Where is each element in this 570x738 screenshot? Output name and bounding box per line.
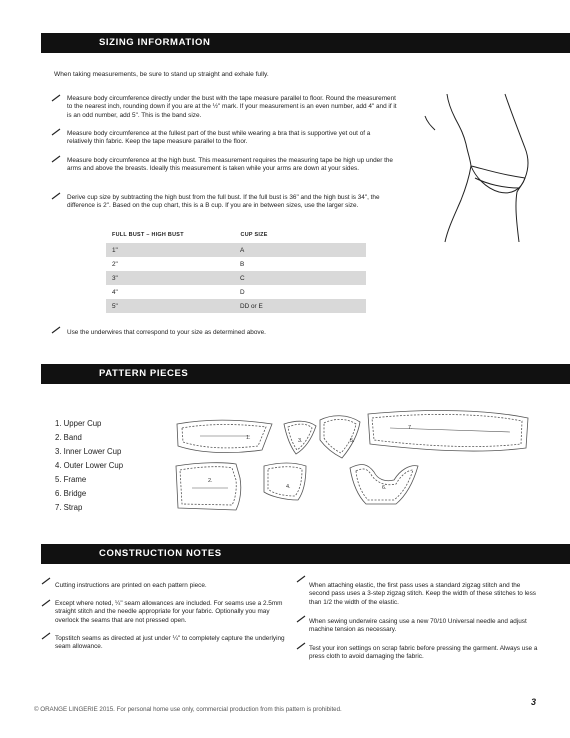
list-item: 7. Strap bbox=[55, 503, 83, 512]
sizing-intro: When taking measurements, be sure to stand up straight and exhale fully. bbox=[54, 71, 269, 78]
pencil-tick-icon bbox=[296, 642, 306, 650]
pattern-section-header: PATTERN PIECES bbox=[41, 364, 570, 384]
pattern-piece-label: 3. bbox=[298, 438, 303, 444]
pattern-piece-label: 5. bbox=[350, 438, 355, 444]
table-cell: 4" bbox=[112, 288, 118, 296]
construction-section-header: CONSTRUCTION NOTES bbox=[41, 544, 570, 564]
table-cell: D bbox=[240, 288, 245, 296]
pencil-tick-icon bbox=[51, 128, 61, 136]
page-number: 3 bbox=[531, 697, 537, 707]
table-cell: A bbox=[234, 243, 366, 257]
pencil-tick-icon bbox=[51, 155, 61, 163]
table-cell: DD or E bbox=[234, 299, 366, 313]
pattern-piece-label: 4. bbox=[286, 484, 291, 490]
sizing-step-band: Measure body circumference directly under the bust with the tape measure parallel to floor. Round the measurement to the nearest inch, rounding down if you are at the ½" mark. If your measurement is an even number, add 4" and if it is an odd number, add 5". This is the band size. bbox=[67, 95, 397, 119]
list-item: 1. Upper Cup bbox=[55, 419, 102, 428]
body-silhouette-illustration bbox=[415, 92, 535, 247]
cup-size-table bbox=[106, 229, 366, 313]
pattern-pieces-diagram bbox=[170, 404, 535, 514]
table-row bbox=[106, 285, 366, 299]
pattern-piece-list bbox=[55, 417, 123, 515]
table-cell: B bbox=[240, 260, 245, 268]
sizing-step-underwire: Use the underwires that correspond to your size as determined above. bbox=[67, 329, 266, 336]
pencil-tick-icon bbox=[41, 599, 51, 607]
table-cell: 2" bbox=[112, 260, 118, 268]
table-header-difference: FULL BUST – HIGH BUST bbox=[112, 232, 184, 238]
table-row bbox=[106, 243, 366, 257]
pencil-tick-icon bbox=[51, 94, 61, 102]
table-row bbox=[106, 257, 366, 271]
construction-note: When attaching elastic, the first pass uses a standard zigzag stitch and the second pass uses a 3-step zigzag stitch. Keep the width of these stitches to less than 1/2 the width of the elastic. bbox=[309, 582, 536, 606]
sizing-step-high-bust: Measure body circumference at the high bust. This measurement requires the measuring tape be high up under the arms and above the breasts. Ideally this measurement is taken while your arms are down at your sides. bbox=[67, 157, 393, 173]
pencil-tick-icon bbox=[296, 615, 306, 623]
table-header-cup-size: CUP SIZE bbox=[240, 232, 268, 238]
pencil-tick-icon bbox=[51, 192, 61, 200]
sizing-step-full-bust: Measure body circumference at the fullest part of the bust while wearing a bra that is supportive yet out of a relatively thin fabric. Keep the tape measure parallel to the floor. bbox=[67, 130, 371, 146]
list-item: 3. Inner Lower Cup bbox=[55, 447, 122, 456]
construction-note: Topstitch seams as directed at just under ¼" to completely capture the underlying seam allowance. bbox=[55, 635, 285, 651]
pencil-tick-icon bbox=[51, 326, 61, 334]
table-row bbox=[106, 271, 366, 285]
table-cell: 5" bbox=[106, 299, 234, 313]
pencil-tick-icon bbox=[41, 577, 51, 585]
copyright-footer: © ORANGE LINGERIE 2015. For personal home use only, commercial production from this pattern is prohibited. bbox=[34, 706, 342, 713]
sizing-section-header: SIZING INFORMATION bbox=[41, 33, 570, 53]
list-item: 5. Frame bbox=[55, 475, 87, 484]
pattern-piece-label: 2. bbox=[208, 478, 213, 484]
pattern-piece-label: 7. bbox=[408, 425, 413, 431]
construction-note: Test your iron settings on scrap fabric before pressing the garment. Always use a press cloth to avoid damaging the fabric. bbox=[309, 645, 538, 661]
list-item: 6. Bridge bbox=[55, 489, 87, 498]
construction-note: Cutting instructions are printed on each pattern piece. bbox=[55, 582, 207, 589]
pencil-tick-icon bbox=[296, 575, 306, 583]
table-cell: 1" bbox=[106, 243, 234, 257]
table-cell: 3" bbox=[106, 271, 234, 285]
list-item: 2. Band bbox=[55, 433, 82, 442]
pattern-piece-label: 1. bbox=[246, 435, 251, 441]
construction-note: When sewing underwire casing use a new 70/10 Universal needle and adjust machine tension as necessary. bbox=[309, 618, 527, 634]
pattern-piece-label: 6. bbox=[382, 485, 387, 491]
sizing-step-cup-size: Derive cup size by subtracting the high bust from the full bust. If the full bust is 36" and the high bust is 34", the difference is 2". Based on the cup chart, this is a B cup. If you are in between sizes, use the larger size. bbox=[67, 194, 380, 210]
pencil-tick-icon bbox=[41, 632, 51, 640]
construction-note: Except where noted, ¼" seam allowances are included. For seams use a 2.5mm straight stitch and the needle appropriate for your fabric. Optionally you may overlock the seams that are not pressed open. bbox=[55, 600, 283, 624]
table-row bbox=[106, 299, 366, 313]
list-item: 4. Outer Lower Cup bbox=[55, 461, 124, 470]
table-cell: C bbox=[234, 271, 366, 285]
